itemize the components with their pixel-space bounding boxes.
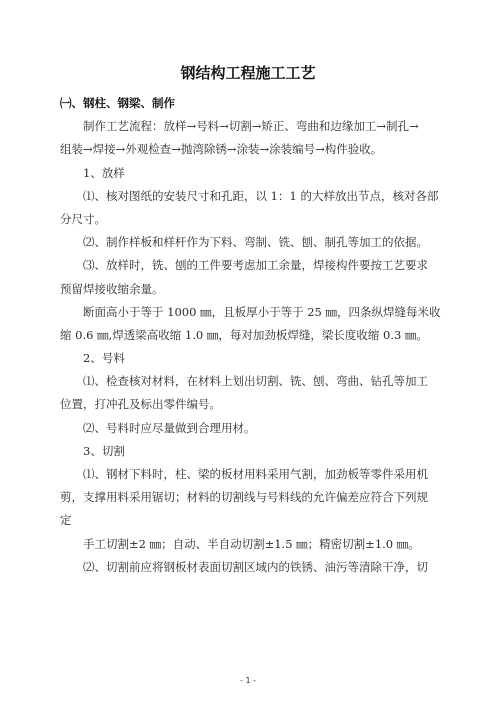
section-heading: ㈠、钢柱、钢梁、制作 xyxy=(60,96,175,110)
paragraph-line: 缩 0.6 ㎜,焊透梁高收缩 1.0 ㎜，每对加劲板焊缝，梁长度收缩 0.3 ㎜。 xyxy=(60,327,428,342)
paragraph-line: 分尺寸。 xyxy=(60,211,106,226)
paragraph-line: ⑵、号料时应尽量做到合理用材。 xyxy=(83,420,256,435)
page-number: - 1 - xyxy=(240,676,256,685)
paragraph-line: 位置，打冲孔及标出零件编号。 xyxy=(60,397,221,412)
paragraph-line: 剪，支撑用料采用锯切；材料的切割线与号料线的允许偏差应符合下列规 xyxy=(60,490,428,505)
subsection-heading: 3、切割 xyxy=(83,443,125,458)
paragraph-line: ⑵、切割前应将钢板材表面切割区域内的铁锈、油污等清除干净，切 xyxy=(83,559,428,574)
document-title: 钢结构工程施工工艺 xyxy=(180,64,316,82)
subsection-heading: 1、放样 xyxy=(83,165,125,180)
paragraph-line: 定 xyxy=(60,513,72,528)
paragraph-line: ⑴、核对图纸的安装尺寸和孔距，以 1：1 的大样放出节点，核对各部 xyxy=(83,188,439,203)
paragraph-line: 断面高小于等于 1000 ㎜，且板厚小于等于 25 ㎜，四条纵焊缝每米收 xyxy=(83,304,441,319)
paragraph-line: 预留焊接收缩余量。 xyxy=(60,281,164,296)
document-body xyxy=(60,92,443,579)
paragraph-line: ⑵、制作样板和样杆作为下料、弯制、铣、刨、制孔等加工的依据。 xyxy=(83,235,428,250)
paragraph-line: 制作工艺流程：放样→号料→切割→矫正、弯曲和边缘加工→制孔→ xyxy=(83,119,419,134)
paragraph-line: 手工切割±2 ㎜；自动、半自动切割±1.5 ㎜；精密切割±1.0 ㎜。 xyxy=(83,536,420,551)
paragraph-line: ⑶、放样时，铣、刨的工件要考虑加工余量，焊接构件要按工艺要求 xyxy=(83,258,428,273)
paragraph-line: ⑴、钢材下料时，柱、梁的板材用料采用气割，加劲板等零件采用机 xyxy=(83,467,428,481)
paragraph-line: 组装→焊接→外观检查→抛湾除锈→涂装→涂装编号→构件验收。 xyxy=(60,142,383,157)
paragraph-line: ⑴、检查核对材料，在材料上划出切割、铣、刨、弯曲、钻孔等加工 xyxy=(83,374,428,389)
subsection-heading: 2、号料 xyxy=(83,351,125,366)
